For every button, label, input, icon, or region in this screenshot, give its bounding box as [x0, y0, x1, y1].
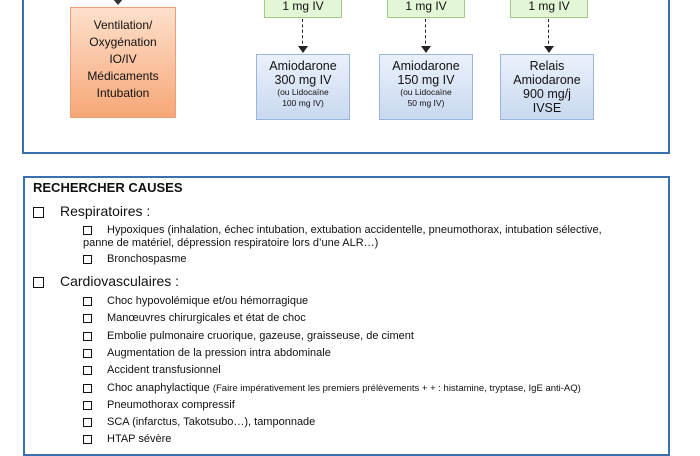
dose-box-2: 1 mg IV	[387, 0, 465, 18]
cause-item[interactable]: Augmentation de la pression intra abdominale	[83, 347, 331, 360]
causes-title: RECHERCHER CAUSES	[33, 180, 183, 195]
checkbox-icon[interactable]	[33, 207, 44, 218]
dashed-connector	[548, 19, 549, 49]
category-respiratory[interactable]: Respiratoires :	[33, 203, 150, 219]
checkbox-icon[interactable]	[83, 297, 92, 306]
cause-item[interactable]: Manœuvres chirurgicales et état de choc	[83, 312, 306, 325]
checkbox-icon[interactable]	[33, 277, 44, 288]
checkbox-icon[interactable]	[83, 332, 92, 341]
cause-item[interactable]: Bronchospasme	[83, 253, 187, 266]
amiodarone-relay-box: Relais Amiodarone 900 mg/j IVSE	[500, 54, 594, 120]
measure-line: Intubation	[96, 86, 150, 100]
dose-box-1: 1 mg IV	[264, 0, 342, 18]
measure-line: Oxygénation	[89, 35, 157, 49]
measure-line: IO/IV	[109, 52, 137, 66]
cause-item[interactable]: Accident transfusionnel	[83, 364, 221, 377]
cause-item[interactable]: SCA (infarctus, Takotsubo…), tamponnade	[83, 416, 315, 429]
checkbox-icon[interactable]	[83, 314, 92, 323]
checkbox-icon[interactable]	[83, 435, 92, 444]
checkbox-icon[interactable]	[83, 401, 92, 410]
checkbox-icon[interactable]	[83, 349, 92, 358]
arrow-into-box	[112, 0, 124, 5]
cause-item[interactable]: Pneumothorax compressif	[83, 399, 235, 412]
cause-item[interactable]: Choc hypovolémique et/ou hémorragique	[83, 295, 308, 308]
checkbox-icon[interactable]	[83, 366, 92, 375]
dose-box-3: 1 mg IV	[510, 0, 588, 18]
cause-item[interactable]: Hypoxiques (inhalation, échec intubation, extubation accidentelle, pneumothorax, intubation sélective,	[83, 224, 602, 237]
amiodarone-box-2: Amiodarone 150 mg IV (ou Lidocaïne 50 mg IV)	[379, 54, 473, 120]
dashed-connector	[425, 19, 426, 49]
amiodarone-box-1: Amiodarone 300 mg IV (ou Lidocaïne 100 mg IV)	[256, 54, 350, 120]
cause-item[interactable]: HTAP sévère	[83, 433, 171, 446]
arrow-down-icon	[421, 46, 431, 53]
checkbox-icon[interactable]	[83, 255, 92, 264]
cause-item[interactable]: Choc anaphylactique (Faire impérativement les premiers prélèvements + + : histamine, tryptase, IgE anti-AQ)	[83, 382, 581, 395]
checkbox-icon[interactable]	[83, 418, 92, 427]
dashed-connector	[302, 19, 303, 49]
anaphylaxis-note: (Faire impérativement les premiers prélèvements + + : histamine, tryptase, IgE anti-AQ)	[212, 383, 581, 394]
cause-item[interactable]: Embolie pulmonaire cruorique, gazeuse, graisseuse, de ciment	[83, 330, 414, 343]
category-cardiovascular[interactable]: Cardiovasculaires :	[33, 273, 179, 289]
measure-line: Médicaments	[87, 69, 159, 83]
measure-line: Ventilation/	[93, 18, 153, 32]
arrow-down-icon	[298, 46, 308, 53]
checkbox-icon[interactable]	[83, 226, 92, 235]
cause-item-continuation: panne de matériel, dépression respiratoire lors d’une ALR…)	[83, 237, 379, 249]
resuscitation-measures-box	[70, 7, 176, 118]
checkbox-icon[interactable]	[83, 384, 92, 393]
arrow-down-icon	[544, 46, 554, 53]
